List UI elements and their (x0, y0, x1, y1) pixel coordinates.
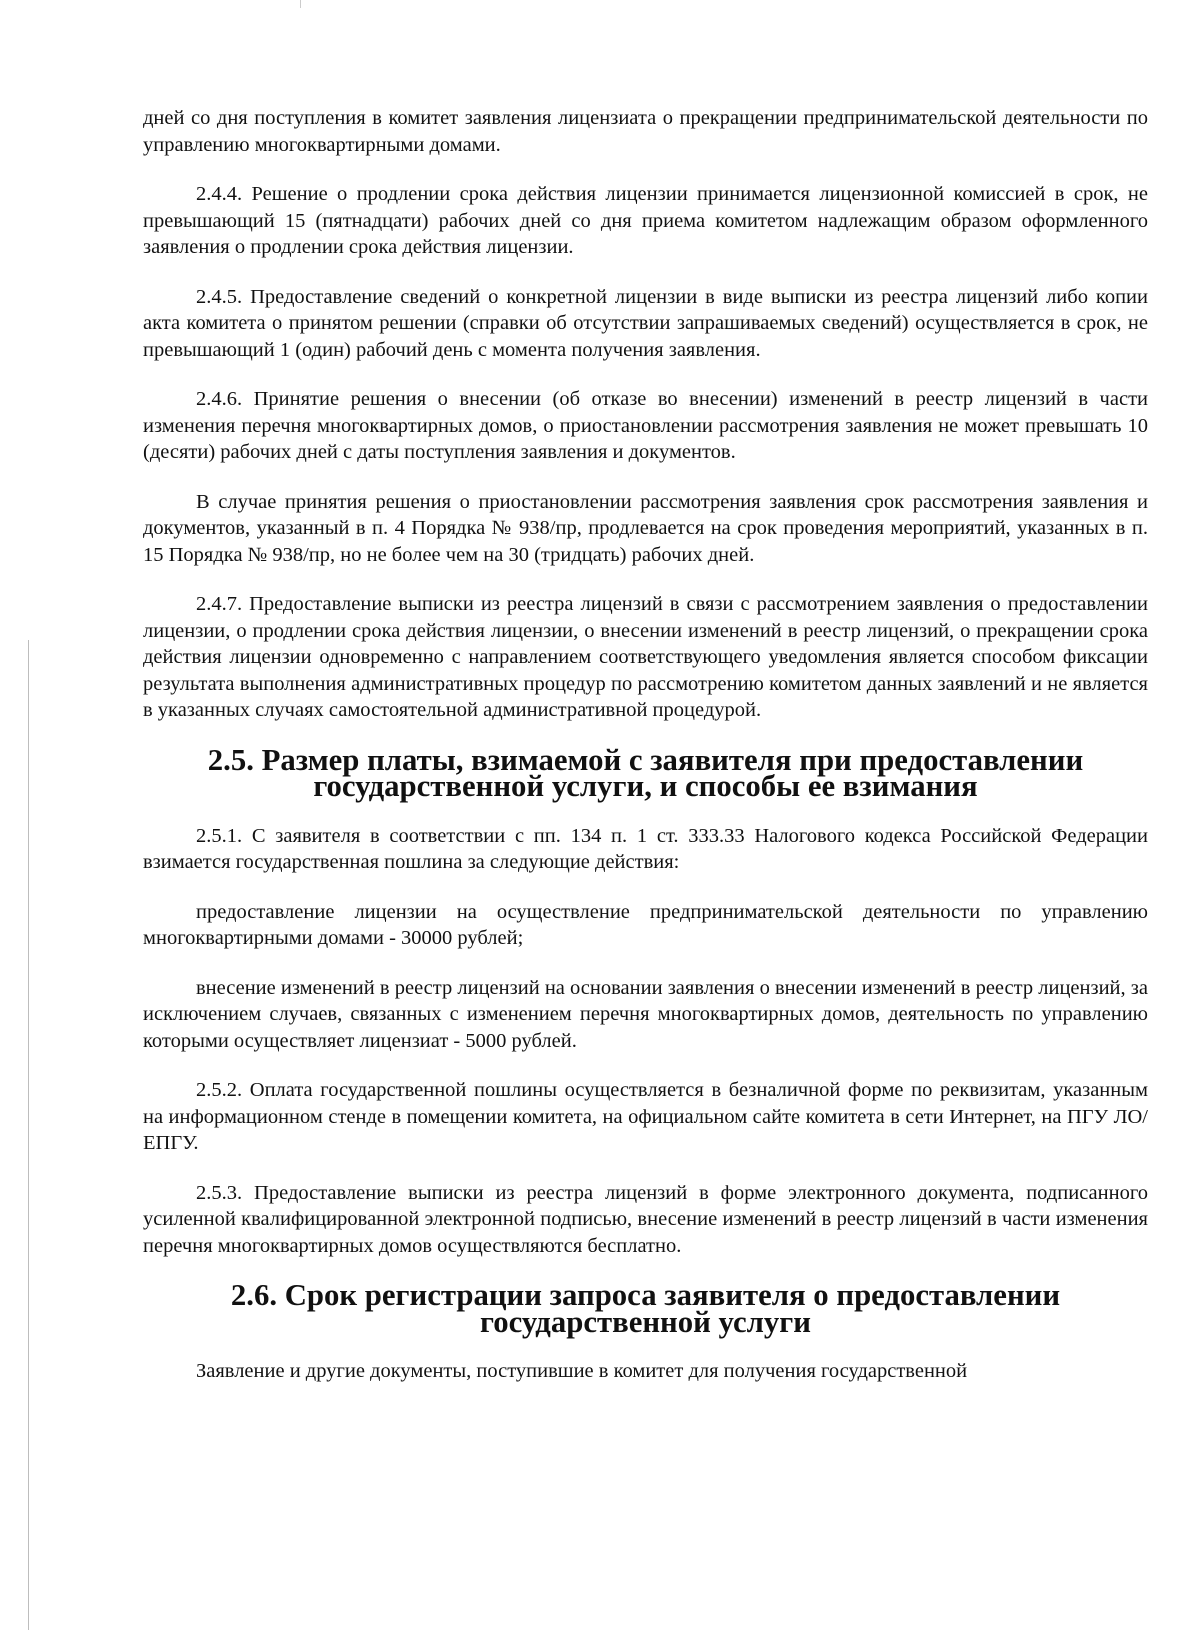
document-page (143, 105, 1148, 1408)
paragraph-fee-changes: внесение изменений в реестр лицензий на основании заявления о внесении изменений в реестр лицензий, за исключением случаев, связанных с изменением перечня многоквартирных домов, деятельность по управлению которыми осуществляет лицензиат - 5000 рублей. (143, 976, 1148, 1052)
paragraph-2-5-1: 2.5.1. С заявителя в соответствии с пп. 134 п. 1 ст. 333.33 Налогового кодекса Российской Федерации взимается государственная пошлина за следующие действия: (143, 824, 1148, 873)
paragraph-fee-license: предоставление лицензии на осуществление предпринимательской деятельности по управлению многоквартирными домами - 30000 рублей; (143, 900, 1148, 949)
paragraph-continuation: дней со дня поступления в комитет заявления лицензиата о прекращении предпринимательской деятельности по управлению многоквартирными домами. (143, 107, 1148, 156)
section-heading-2-6: 2.6. Срок регистрации запроса заявителя о предоставлении государственной услуги (230, 1278, 1061, 1339)
paragraph-2-4-7: 2.4.7. Предоставление выписки из реестра лицензий в связи с рассмотрением заявления о предоставлении лицензии, о продлении срока действия лицензии, о внесении изменений в реестр лицензий, о прекращении срока действия лицензии одновременно с направлением соответствующего уведомления является способом фиксации результата выполнения административных процедур по рассмотрению комитетом данных заявлений и не является в указанных случаях самостоятельной административной процедурой. (143, 593, 1148, 721)
paragraph-suspension: В случае принятия решения о приостановлении рассмотрения заявления срок рассмотрения заявления и документов, указанный в п. 4 Порядка № 938/пр, продлевается на срок проведения мероприятий, указанных в п. 15 Порядка № 938/пр, но не более чем на 30 (тридцать) рабочих дней. (143, 490, 1148, 566)
paragraph-2-5-2: 2.5.2. Оплата государственной пошлины осуществляется в безналичной форме по реквизитам, указанным на информационном стенде в помещении комитета, на официальном сайте комитета в сети Интернет, на ПГУ ЛО/ЕПГУ. (143, 1079, 1148, 1154)
scan-edge-top (300, 0, 301, 8)
section-heading-2-5: 2.5. Размер платы, взимаемой с заявителя при предоставлении государственной услуги, и способы ее взимания (207, 742, 1084, 803)
paragraph-2-4-4: 2.4.4. Решение о продлении срока действия лицензии принимается лицензионной комиссией в срок, не превышающий 15 (пятнадцати) рабочих дней со дня приема комитетом надлежащим образом оформленного заявления о продлении срока действия лицензии. (143, 183, 1148, 258)
paragraph-2-6: Заявление и другие документы, поступившие в комитет для получения государственной (196, 1360, 968, 1382)
paragraph-2-4-6: 2.4.6. Принятие решения о внесении (об отказе во внесении) изменений в реестр лицензий в части изменения перечня многоквартирных домов, о приостановлении рассмотрения заявления не может превышать 10 (десяти) рабочих дней с даты поступления заявления и документов. (143, 388, 1148, 463)
scan-edge-left (28, 640, 29, 1630)
paragraph-2-5-3: 2.5.3. Предоставление выписки из реестра лицензий в форме электронного документа, подписанного усиленной квалифицированной электронной подписью, внесение изменений в реестр лицензий в части изменения перечня многоквартирных домов осуществляются бесплатно. (143, 1181, 1148, 1257)
paragraph-2-4-5: 2.4.5. Предоставление сведений о конкретной лицензии в виде выписки из реестра лицензий либо копии акта комитета о принятом решении (справки об отсутствии запрашиваемых сведений) осуществляется в срок, не превышающий 1 (один) рабочий день с момента получения заявления. (143, 285, 1148, 361)
